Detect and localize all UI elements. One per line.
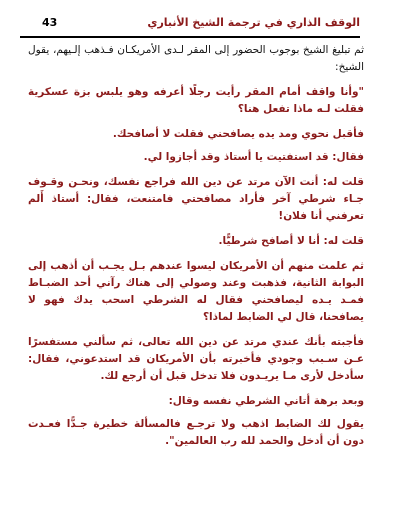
paragraph-quote-1: "وأنا واقف أمام المقر رأيت رجلًا أعرفه وهو يلبس بزة عسكرية فقلت لـه ماذا تفعل هنا؟ [28,86,364,115]
paragraph-quote-7: فأجبته بأنك عندي مرتد عن دين الله تعالى، ثم سألني مستفسرًا عـن سـبب وجودي فأخبرته بأن الأمريكان قد استدعوني، فقال: سأدخل لأرى مـا يريـدون فلا تدخل قبل أن أرجع لك. [28,336,364,382]
paragraph-quote-6: ثم علمت منهم أن الأمريكان ليسوا عندهم بـل يجـب أن أذهب إلى البوابة الثانية، فذهبت وعند وصولي إلى هناك رآني أحد الضبـاط فمـد يـده ليصافحني فقال له الشرطي اسحب يدك فهو لا يصافحنا، قال لي الضابط لماذا؟ [28,260,364,323]
page-body [28,42,364,458]
page-header [20,10,360,34]
paragraph-intro: ثم تبليغ الشيخ بوجوب الحضور إلى المقر لـدى الأمريكـان فـذهب إلـيهم، يقول الشيخ: [28,44,364,73]
paragraph-quote-3: فقال: قد استفتيت يا أستاذ وقد أجازوا لي. [143,151,364,163]
header-rule [20,36,360,38]
paragraph-quote-9: يقول لك الضابط اذهب ولا ترجـع فالمسألة خطيرة جـدًّا فعـدت دون أن أدخل والحمد لله رب العالمين". [28,418,364,447]
page-number: 43 [42,15,58,29]
running-header-title: الوقف الذاري في ترجمة الشيخ الأنباري [147,15,360,29]
paragraph-quote-2: فأقبل نحوي ومد يده يصافحني فقلت لا أصافحك. [112,128,364,140]
paragraph-quote-4: قلت له: أنت الآن مرتد عن دين الله فراجع نفسك، ونحـن وقـوف جـاء شرطي آخر فأراد مصافحتي فامتنعت، فقال: أستاذ أَلم تعرفني أنا فلان! [28,176,364,222]
paragraph-quote-8: وبعد برهة أتاني الشرطي نفسه وقال: [168,395,364,407]
paragraph-quote-5: قلت له: أنا لا أصافح شرطيًّا. [218,235,364,247]
